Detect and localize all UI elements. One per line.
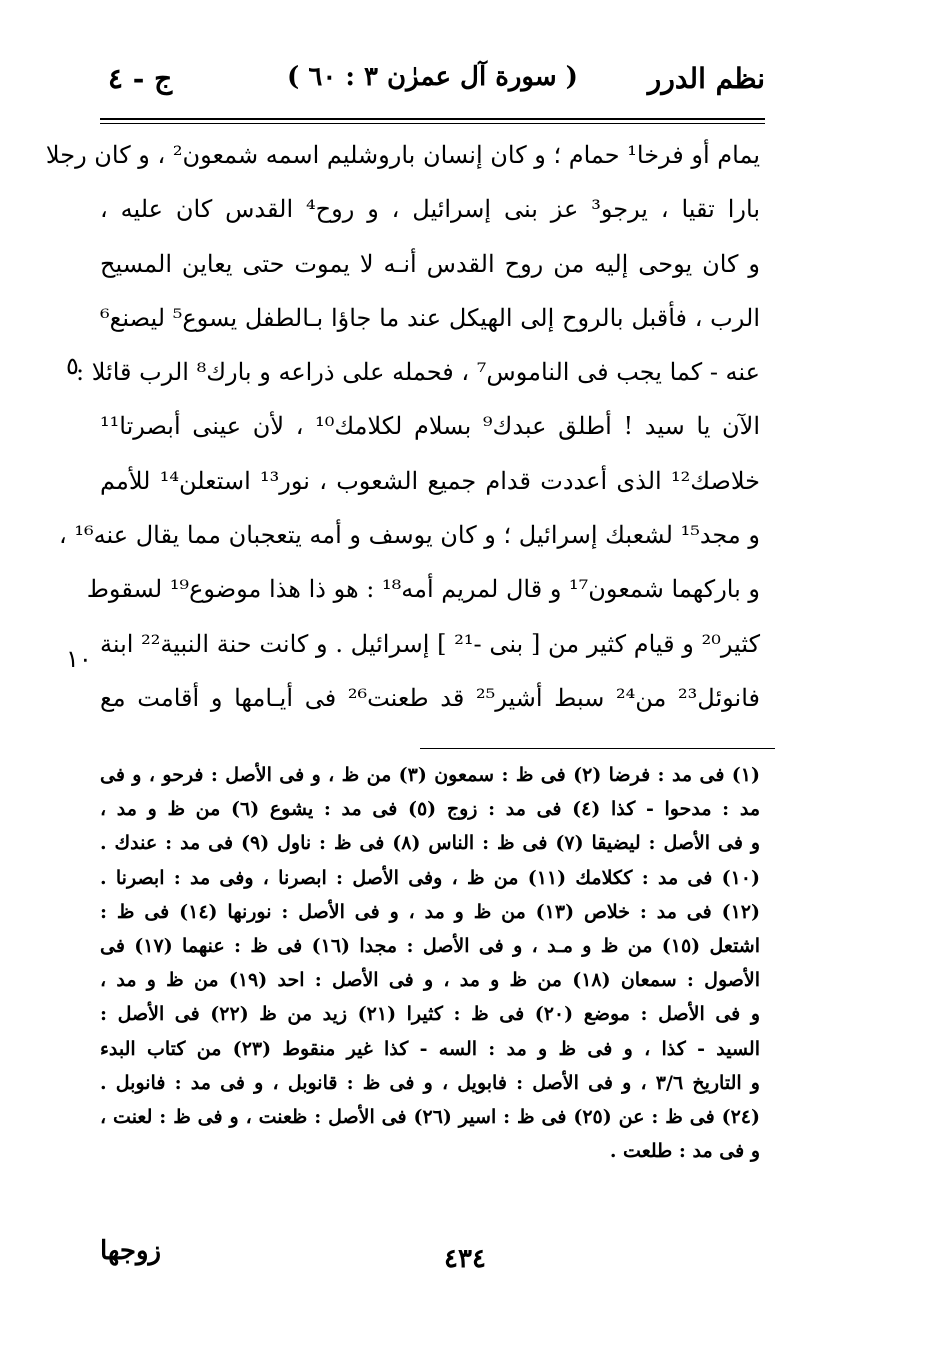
- footnote-line: و فى الأصل : موضع (٢٠) فى ظ : كثيرا (٢١) زيد من ظ (٢٢) فى الأصل :: [100, 1003, 760, 1026]
- footnote-line: اشتعل (١٥) من ظ و مـد ، و فى الأصل : مجدا (١٦) فى ظ : عنهما (١٧) فى: [100, 934, 760, 957]
- catchword: زوجها: [100, 1236, 162, 1266]
- header-rule: [100, 118, 765, 124]
- footnote-line: (١٢) فى مد : خلاص (١٣) من ظ و مد ، و فى الأصل : نورنها (١٤) فى ظ :: [100, 900, 760, 923]
- text-line: فانوئل²³ من²⁴ سبط أشير²⁵ قد طعنت²⁶ فى أيـامها و أقامت مع: [100, 683, 760, 712]
- footnote-line: و فى مد : طلعت .: [609, 1140, 760, 1163]
- page-number: ٤٣٤: [444, 1244, 486, 1274]
- running-header: [100, 58, 765, 118]
- footnote-line: (١) فى مد : فرضا (٢) فى ظ : سمعون (٣) من ظ ، و فى الأصل : فرحو ، و فى: [100, 764, 760, 786]
- text-line: الرب ، فأقبل بالروح إلى الهيكل عند ما جاؤا بـالطفل يسوع⁵ ليصنع⁶: [100, 303, 760, 332]
- surah-reference: ( سورة آل عمرٰن ٣ : ٦٠ ): [287, 62, 578, 92]
- text-line: بارا تقيا ، يرجو³ عز بنى إسرائيل ، و روح⁴ القدس كان عليه ،: [100, 195, 760, 224]
- line-number-5: ٥: [66, 352, 79, 380]
- footnote-line: (١٠) فى مد : ككلامك (١١) من ظ ، وفى الأصل : ابصرنا ، وفى مد : ابصرنا .: [100, 866, 760, 889]
- book-title: نظم الدرر: [647, 62, 765, 95]
- footnote-line: و فى الأصل : ليضيقا (٧) فى ظ : الناس (٨) فى ظ : ناول (٩) فى مد : عندك .: [100, 832, 761, 855]
- text-line: و مجد¹⁵ لشعبك إسرائيل ؛ و كان يوسف و أمه يتعجبان مما يقال عنه¹⁶ ،: [59, 521, 760, 550]
- line-number-10: ١٠: [66, 645, 92, 673]
- volume-label: ج - ٤: [108, 62, 173, 95]
- text-line: كثير²⁰ و قيام كثير من [ بنى -²¹ ] إسرائيل . و كانت حنة النبية²² ابنة: [100, 629, 761, 658]
- footnote-line: مد : مدحوا - كذا (٤) فى مد : زوج (٥) فى مد : يشوع (٦) من ظ و مد ،: [100, 798, 761, 821]
- text-line: عنه - كما يجب فى الناموس⁷ ، فحمله على ذراعه و بارك⁸ الرب قائلا :: [76, 358, 760, 387]
- text-line: يمام أو فرخا¹ حمام ؛ و كان إنسان باروشليم اسمه شمعون² ، و كان رجلا: [45, 141, 760, 169]
- footnotes: [100, 758, 760, 1168]
- text-line: و كان يوحى إليه من روح القدس أنـه لا يموت حتى يعاين المسيح: [100, 249, 760, 278]
- footnote-line: و التاريخ ٣/٦ ، و فى الأصل : فابويل ، و فى ظ : قانوبل ، و فى مد : فانوبل .: [100, 1071, 760, 1094]
- text-line: خلاصك¹² الذى أعددت قدام جميع الشعوب ، نور¹³ استعلن¹⁴ للأمم: [100, 466, 760, 495]
- footnote-rule: [420, 748, 775, 749]
- text-line: الآن يا سيد ! أطلق عبدك⁹ بسلام لكلامك¹⁰ ، لأن عينى أبصرتا¹¹: [100, 412, 761, 441]
- footnote-line: (٢٤) فى ظ : عن (٢٥) فى ظ : اسير (٢٦) فى الأصل : ظعنت ، و فى ظ : لعنت ،: [100, 1105, 760, 1128]
- footnote-line: السيد - كذا ، و فى ظ و مد : السه - كذا غير منقوط (٢٣) من كتاب البدء: [100, 1037, 760, 1060]
- footnote-line: الأصول : سمعان (١٨) من ظ و مد ، و فى الأصل : احد (١٩) من ظ و مد ،: [100, 969, 761, 992]
- text-line: و باركهما شمعون¹⁷ و قال لمريم أمه¹⁸ : هو ذا هذا موضوع¹⁹ لسقوط: [86, 575, 760, 604]
